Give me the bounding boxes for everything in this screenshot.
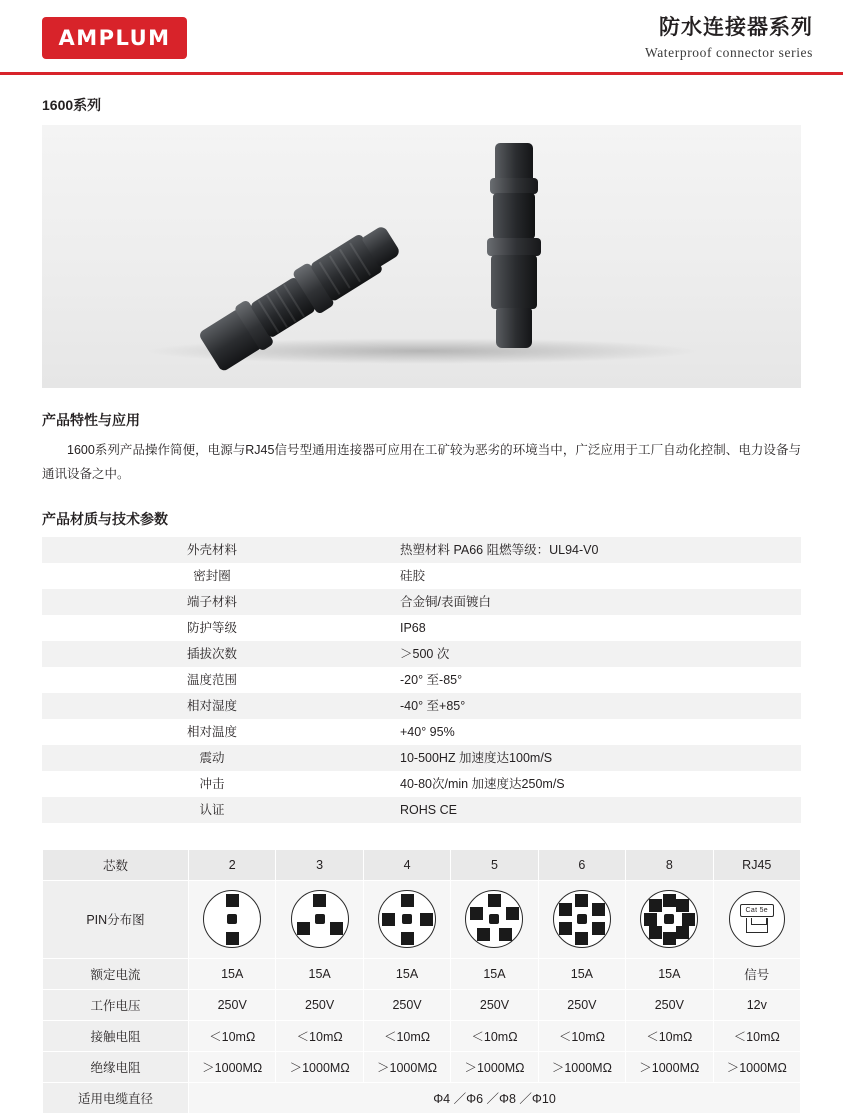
pin-slot: [226, 894, 239, 907]
connector-assembled-right: [487, 143, 541, 353]
pin-table-cell: 15A: [626, 958, 713, 989]
pin-table-cell: 15A: [276, 958, 363, 989]
pin-diagram-cell: [538, 880, 625, 958]
spec-key: 认证: [42, 797, 382, 823]
spec-row: [42, 589, 801, 615]
pin-table-cell: 信号: [713, 958, 800, 989]
pin-table-row: [43, 1051, 801, 1082]
pin-layout-diagram: [640, 890, 698, 948]
pin-table-cell: ＞1000MΩ: [538, 1051, 625, 1082]
pin-table-corner-label: 芯数: [43, 849, 189, 880]
spec-value: 10-500HZ 加速度达100m/S: [382, 745, 801, 771]
spec-row: [42, 563, 801, 589]
specs-table: [42, 537, 801, 823]
pin-slot: [649, 899, 662, 912]
pin-table: [42, 849, 801, 1114]
specs-heading: 产品材质与技术参数: [42, 510, 168, 527]
page-body: [0, 95, 843, 1114]
pin-table-cell: ＞1000MΩ: [713, 1051, 800, 1082]
spec-row: [42, 537, 801, 563]
pin-slot: [401, 894, 414, 907]
pin-slot: [330, 922, 343, 935]
pin-slot: [592, 903, 605, 916]
spec-key: 端子材料: [42, 589, 382, 615]
header-titles: [645, 14, 831, 60]
spec-value: -40° 至+85°: [382, 693, 801, 719]
pin-slot: [676, 926, 689, 939]
pin-table-cell: ＜10mΩ: [189, 1020, 276, 1051]
pin-layout-diagram: [465, 890, 523, 948]
pin-table-footer-row: [43, 1082, 801, 1113]
pin-table-cell: 250V: [626, 989, 713, 1020]
pin-table-column-header: 4: [363, 849, 450, 880]
pin-table-row-label: PIN分布图: [43, 880, 189, 958]
pin-slot: [592, 922, 605, 935]
header-title-en: Waterproof connector series: [644, 44, 813, 60]
pin-table-cell: ＞1000MΩ: [626, 1051, 713, 1082]
pin-table-row-label: 接触电阻: [43, 1020, 189, 1051]
header-divider: [0, 72, 843, 75]
spec-value: IP68: [382, 615, 801, 641]
pin-layout-diagram: [553, 890, 611, 948]
pin-slot: [420, 913, 433, 926]
pin-layout-diagram: [291, 890, 349, 948]
pin-slot: [644, 913, 657, 926]
pin-table-cell: ＜10mΩ: [538, 1020, 625, 1051]
series-title: 1600系列: [42, 97, 102, 113]
pin-slot: [663, 894, 676, 907]
pin-slot: [506, 907, 519, 920]
spec-value: -20° 至-85°: [382, 667, 801, 693]
pin-slot: [313, 894, 326, 907]
spec-key: 密封圈: [42, 563, 382, 589]
pin-diagram-cell: [626, 880, 713, 958]
pin-slot: [382, 913, 395, 926]
pin-table-cell: ＜10mΩ: [713, 1020, 800, 1051]
pin-layout-diagram: [203, 890, 261, 948]
pin-slot: [663, 932, 676, 945]
pin-diagram-cell: [713, 880, 800, 958]
page-header: [0, 0, 843, 75]
cable-diameter-value: Φ4 ／Φ6 ／Φ8 ／Φ10: [189, 1082, 801, 1113]
pin-diagram-cell: [363, 880, 450, 958]
pin-diagram-cell: [276, 880, 363, 958]
pin-slot: [470, 907, 483, 920]
spec-key: 插拔次数: [42, 641, 382, 667]
pin-slot: [226, 932, 239, 945]
spec-value: ROHS CE: [382, 797, 801, 823]
spec-value: 合金铜/表面镀白: [382, 589, 801, 615]
spec-key: 防护等级: [42, 615, 382, 641]
spec-row: [42, 667, 801, 693]
brand-logo: AMPLUM: [42, 17, 187, 59]
pin-table-cell: 15A: [189, 958, 276, 989]
pin-table-row-label: 工作电压: [43, 989, 189, 1020]
pin-table-row: [43, 958, 801, 989]
pin-table-cell: ＞1000MΩ: [276, 1051, 363, 1082]
spec-value: 硅胶: [382, 563, 801, 589]
pin-slot: [575, 894, 588, 907]
pin-table-row-label: 额定电流: [43, 958, 189, 989]
spec-value: 40-80次/min 加速度达250m/S: [382, 771, 801, 797]
spec-key: 相对温度: [42, 719, 382, 745]
pin-table-cell: 15A: [538, 958, 625, 989]
pin-slot: [575, 932, 588, 945]
product-photo: [42, 125, 801, 388]
spec-row: [42, 615, 801, 641]
header-title-cn: 防水连接器系列: [659, 16, 813, 40]
spec-key: 外壳材料: [42, 537, 382, 563]
pin-table-column-header: 6: [538, 849, 625, 880]
pin-table-cell: ＜10mΩ: [451, 1020, 538, 1051]
pin-slot: [477, 928, 490, 941]
spec-row: [42, 693, 801, 719]
pin-table-cell: 15A: [363, 958, 450, 989]
pin-table-cell: ＜10mΩ: [626, 1020, 713, 1051]
spec-value: 热塑材料 PA66 阻燃等级：UL94-V0: [382, 537, 801, 563]
cable-diameter-label: 适用电缆直径: [43, 1082, 189, 1113]
pin-slot: [682, 913, 695, 926]
spec-key: 温度范围: [42, 667, 382, 693]
pin-table-cell: 12v: [713, 989, 800, 1020]
pin-table-cell: 250V: [538, 989, 625, 1020]
pin-slot: [559, 903, 572, 916]
spec-row: [42, 797, 801, 823]
pin-table-row: [43, 989, 801, 1020]
pin-table-row-label: 绝缘电阻: [43, 1051, 189, 1082]
features-body: 1600系列产品操作简便，电源与RJ45信号型通用连接器可应用在工矿较为恶劣的环境当中，广泛应用于工厂自动化控制、电力设备与通讯设备之中。: [42, 443, 801, 482]
pin-diagram-cell: [189, 880, 276, 958]
pin-slot: [559, 922, 572, 935]
spec-row: [42, 641, 801, 667]
pin-table-cell: ＜10mΩ: [363, 1020, 450, 1051]
rj45-jack-icon: [729, 891, 785, 947]
pin-table-cell: 250V: [363, 989, 450, 1020]
pin-table-cell: 15A: [451, 958, 538, 989]
pin-slot: [499, 928, 512, 941]
pin-table-row: [43, 1020, 801, 1051]
pin-table-cell: ＞1000MΩ: [363, 1051, 450, 1082]
features-heading: 产品特性与应用: [42, 412, 140, 428]
pin-slot: [401, 932, 414, 945]
pin-table-cell: 250V: [451, 989, 538, 1020]
spec-key: 相对湿度: [42, 693, 382, 719]
pin-slot: [676, 899, 689, 912]
rj45-cat-label: Cat 5e: [740, 904, 774, 917]
pin-table-column-header: 3: [276, 849, 363, 880]
pin-slot: [649, 926, 662, 939]
pin-table-cell: ＞1000MΩ: [189, 1051, 276, 1082]
pin-layout-diagram: [378, 890, 436, 948]
pin-slot: [297, 922, 310, 935]
spec-value: ＞500 次: [382, 641, 801, 667]
pin-table-cell: ＜10mΩ: [276, 1020, 363, 1051]
spec-value: +40° 95%: [382, 719, 801, 745]
spec-row: [42, 745, 801, 771]
pin-table-column-header: 5: [451, 849, 538, 880]
pin-table-header-row: [43, 849, 801, 880]
pin-slot: [488, 894, 501, 907]
pin-table-row: [43, 880, 801, 958]
pin-diagram-cell: [451, 880, 538, 958]
spec-key: 冲击: [42, 771, 382, 797]
spec-row: [42, 719, 801, 745]
pin-table-column-header: RJ45: [713, 849, 800, 880]
pin-table-cell: 250V: [276, 989, 363, 1020]
pin-table-column-header: 8: [626, 849, 713, 880]
pin-table-cell: ＞1000MΩ: [451, 1051, 538, 1082]
pin-table-cell: 250V: [189, 989, 276, 1020]
spec-row: [42, 771, 801, 797]
pin-table-column-header: 2: [189, 849, 276, 880]
spec-key: 震动: [42, 745, 382, 771]
